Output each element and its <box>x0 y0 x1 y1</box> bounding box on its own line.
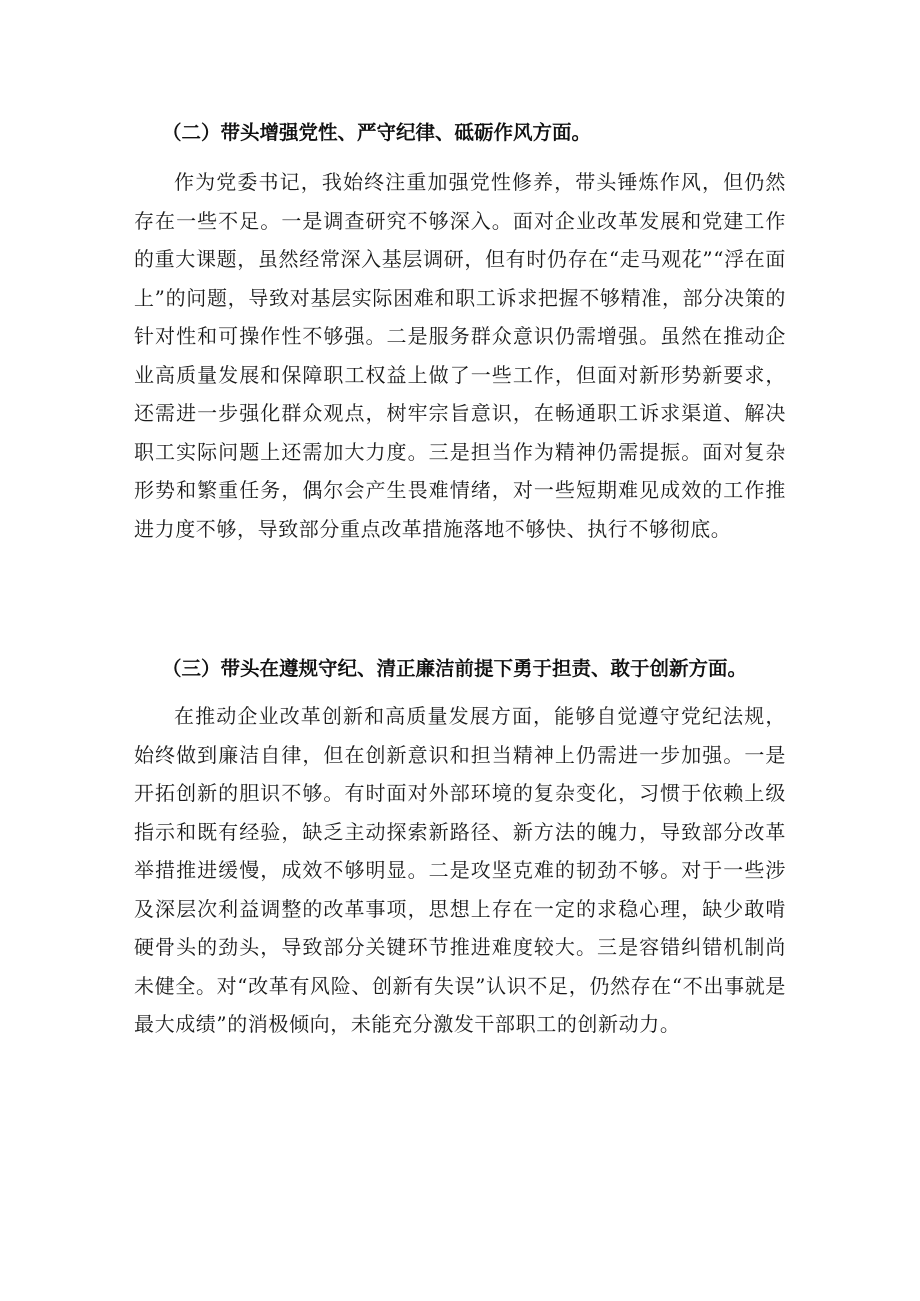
section-paragraph-two: 作为党委书记，我始终注重加强党性修养，带头锤炼作风，但仍然存在一些不足。一是调查研究不够深入。面对企业改革发展和党建工作的重大课题，虽然经常深入基层调研，但有时仍存在“走马观花”“浮在面上”的问题，导致对基层实际困难和职工诉求把握不够精准，部分决策的针对性和可操作性不够强。二是服务群众意识仍需增强。虽然在推动企业高质量发展和保障职工权益上做了一些工作，但面对新形势新要求，还需进一步强化群众观点，树牢宗旨意识，在畅通职工诉求渠道、解决职工实际问题上还需加大力度。三是担当作为精神仍需提振。面对复杂形势和繁重任务，偶尔会产生畏难情绪，对一些短期难见成效的工作推进力度不够，导致部分重点改革措施落地不够快、执行不够彻底。 <box>134 170 786 541</box>
section-body-three <box>134 697 786 1044</box>
section-body-two <box>134 163 786 548</box>
section-heading-two: （二）带头增强党性、严守纪律、砥砺作风方面。 <box>162 121 592 144</box>
section-paragraph-three: 在推动企业改革创新和高质量发展方面，能够自觉遵守党纪法规，始终做到廉洁自律，但在创新意识和担当精神上仍需进一步加强。一是开拓创新的胆识不够。有时面对外部环境的复杂变化，习惯于依赖上级指示和既有经验，缺乏主动探索新路径、新方法的魄力，导致部分改革举措推进缓慢，成效不够明显。二是攻坚克难的韧劲不够。对于一些涉及深层次利益调整的改革事项，思想上存在一定的求稳心理，缺少敢啃硬骨头的劲头，导致部分关键环节推进难度较大。三是容错纠错机制尚未健全。对“改革有风险、创新有失误”认识不足，仍然存在“不出事就是最大成绩”的消极倾向，未能充分激发干部职工的创新动力。 <box>134 704 786 1036</box>
section-heading-three: （三）带头在遵规守纪、清正廉洁前提下勇于担责、敢于创新方面。 <box>162 657 748 680</box>
